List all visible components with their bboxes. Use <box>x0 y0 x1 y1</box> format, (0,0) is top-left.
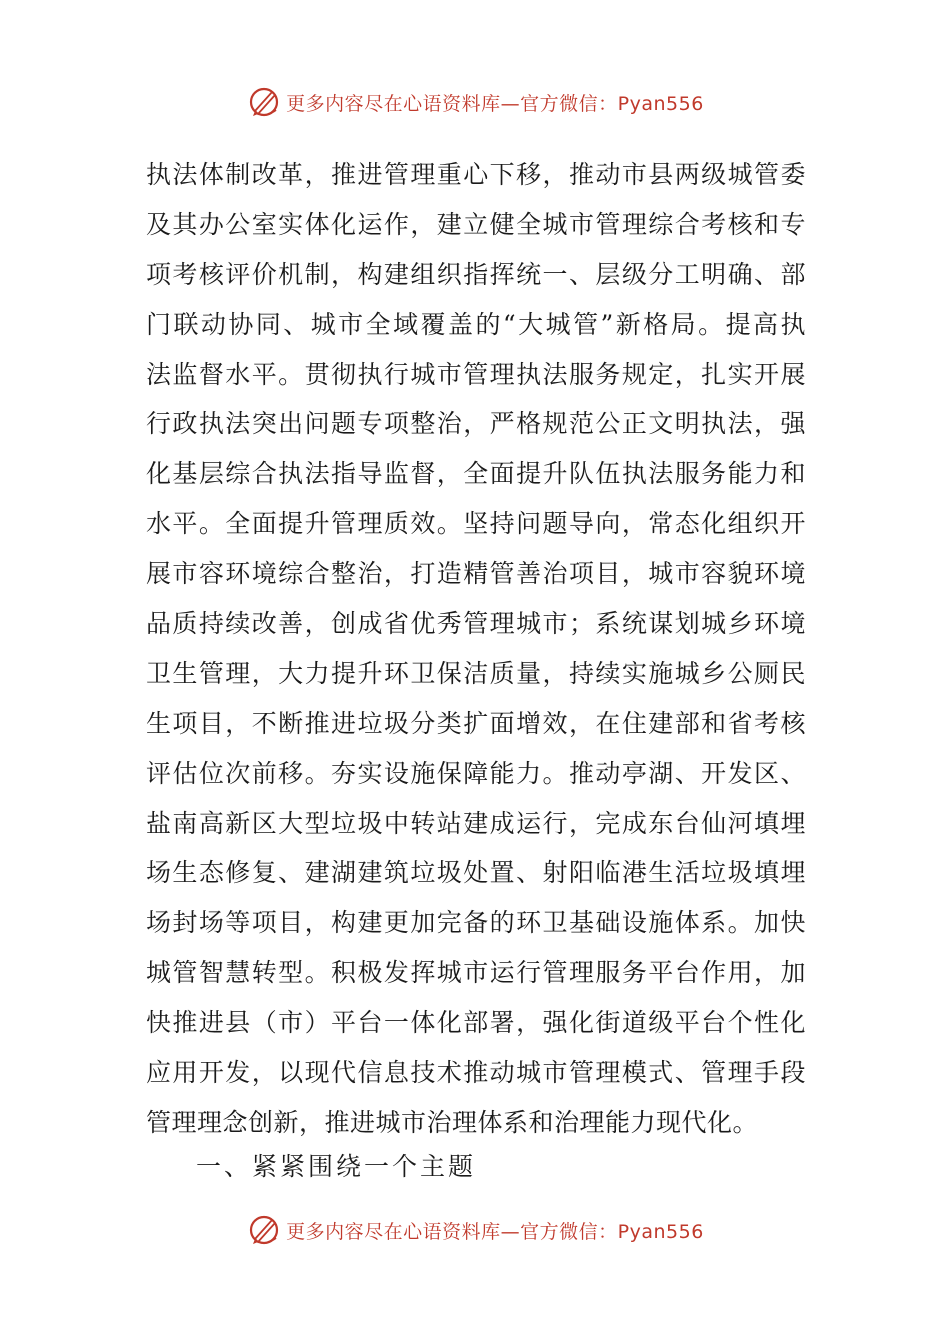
body-line: 管理理念创新，推进城市治理体系和治理能力现代化。 <box>146 1107 759 1137</box>
body-line: 水平。全面提升管理质效。坚持问题导向，常态化组织开 <box>146 509 806 539</box>
body-line: 盐南高新区大型垃圾中转站建成运行，完成东台仙河填埋 <box>146 808 806 838</box>
pen-circle-logo-icon <box>246 84 282 120</box>
body-line: 场生态修复、建湖建筑垃圾处置、射阳临港生活垃圾填埋 <box>146 858 806 888</box>
body-line: 及其办公室实体化运作，建立健全城市管理综合考核和专 <box>146 209 806 239</box>
body-line: 快推进县（市）平台一体化部署，强化街道级平台个性化 <box>146 1008 806 1038</box>
body-line: 卫生管理，大力提升环卫保洁质量，持续实施城乡公厕民 <box>146 658 806 688</box>
footer-watermark-banner <box>0 1212 950 1248</box>
section-heading: 一、紧紧围绕一个主题 <box>196 1152 477 1181</box>
body-line: 场封场等项目，构建更加完备的环卫基础设施体系。加快 <box>146 908 806 938</box>
body-line: 品质持续改善，创成省优秀管理城市；系统谋划城乡环境 <box>146 609 806 639</box>
body-line: 项考核评价机制，构建组织指挥统一、层级分工明确、部 <box>146 259 806 289</box>
body-line: 应用开发，以现代信息技术推动城市管理模式、管理手段 <box>146 1058 806 1088</box>
body-line: 化基层综合执法指导监督，全面提升队伍执法服务能力和 <box>146 459 806 489</box>
document-body <box>146 150 806 1148</box>
header-watermark-text: 更多内容尽在心语资料库—官方微信：Pyan556 <box>286 92 704 115</box>
body-line: 城管智慧转型。积极发挥城市运行管理服务平台作用，加 <box>146 958 806 988</box>
pen-circle-logo-icon <box>246 1212 282 1248</box>
body-line: 生项目，不断推进垃圾分类扩面增效，在住建部和省考核 <box>146 708 806 738</box>
body-line: 展市容环境综合整治，打造精管善治项目，城市容貌环境 <box>146 559 806 589</box>
body-line: 执法体制改革，推进管理重心下移，推动市县两级城管委 <box>146 160 806 189</box>
body-line: 行政执法突出问题专项整治，严格规范公正文明执法，强 <box>146 409 806 439</box>
body-line: 评估位次前移。夯实设施保障能力。推动亭湖、开发区、 <box>146 758 806 788</box>
body-line: 门联动协同、城市全域覆盖的“大城管”新格局。提高执 <box>146 309 806 339</box>
body-line: 法监督水平。贯彻执行城市管理执法服务规定，扎实开展 <box>146 359 806 389</box>
footer-watermark-text: 更多内容尽在心语资料库—官方微信：Pyan556 <box>286 1220 704 1243</box>
header-watermark-banner <box>0 84 950 120</box>
